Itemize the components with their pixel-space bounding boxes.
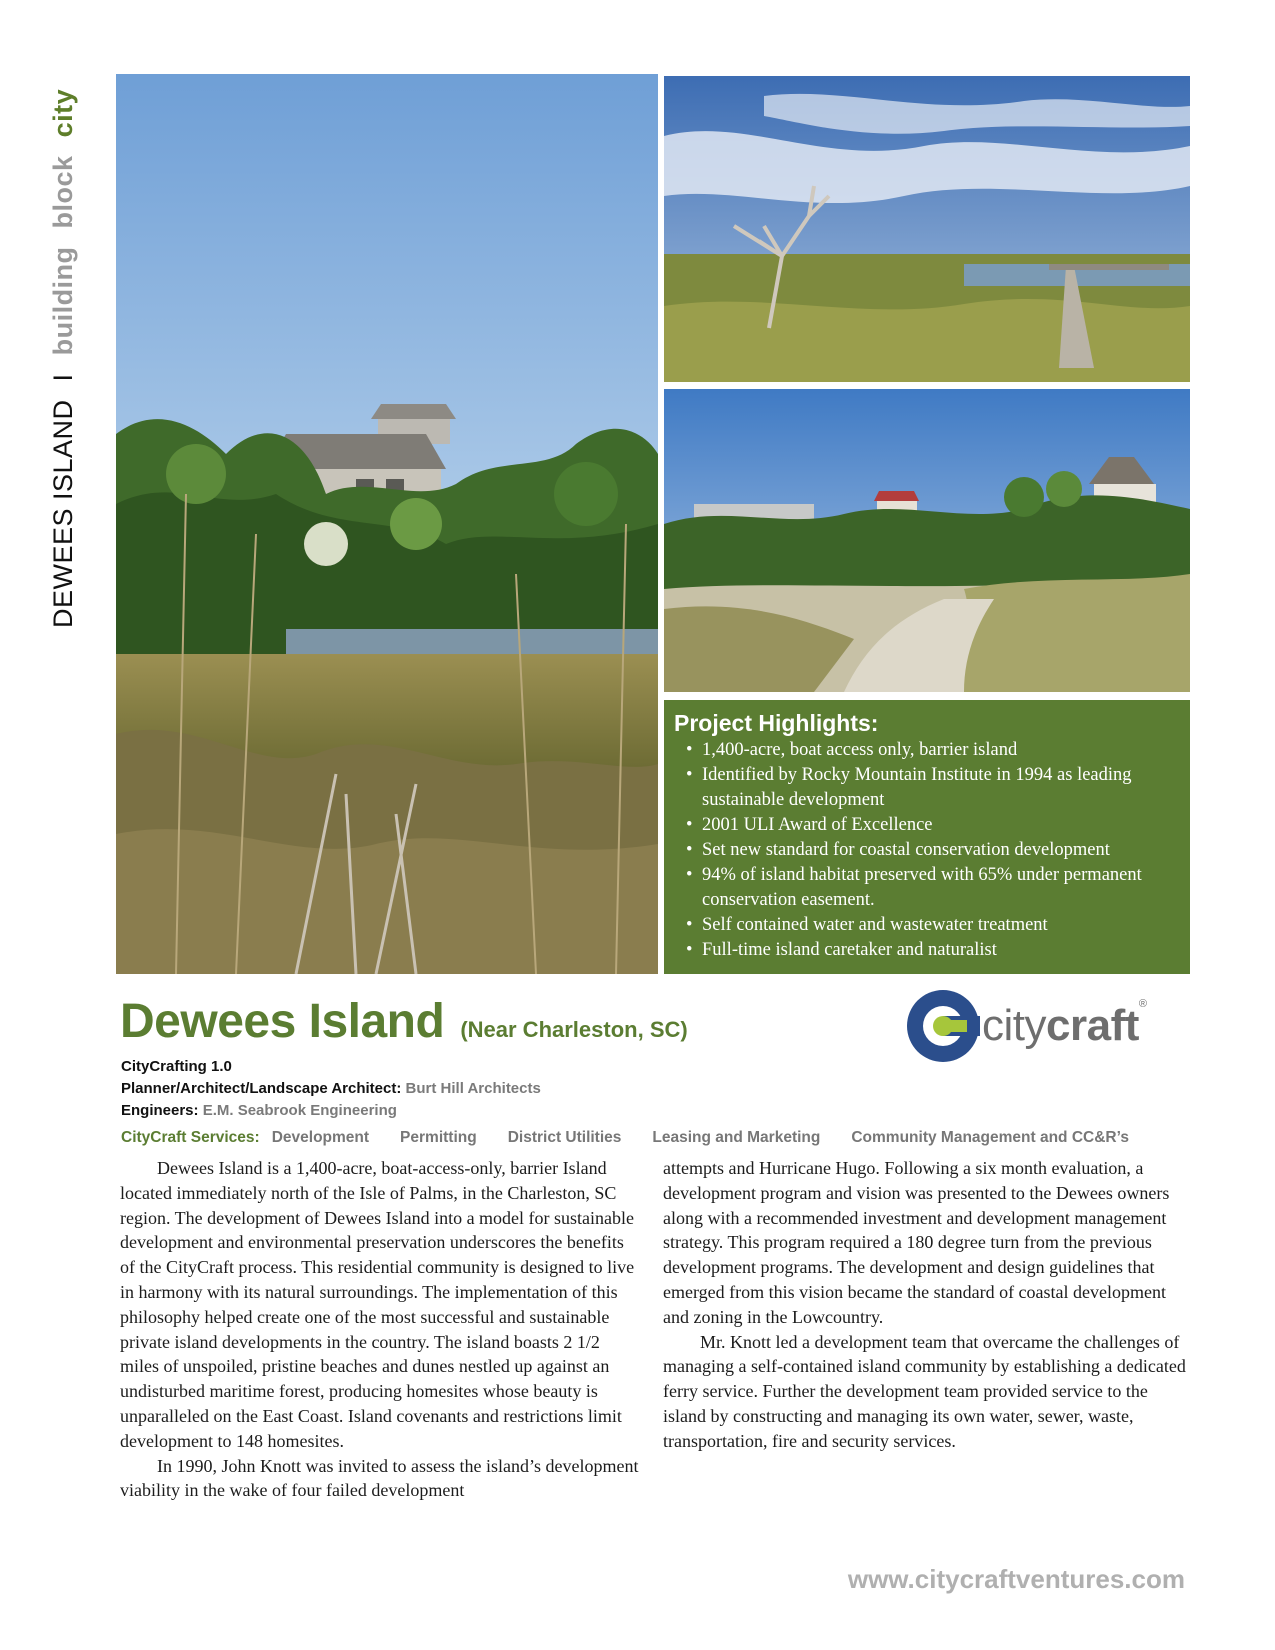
- logo-wordmark: [982, 1001, 1139, 1051]
- services-label: CityCraft Services:: [121, 1129, 260, 1146]
- nav-word-building: building: [48, 246, 78, 356]
- nav-separator: I: [48, 373, 78, 382]
- project-credits: [121, 1056, 541, 1122]
- project-title: Dewees Island: [120, 995, 445, 1048]
- service-item: Permitting: [400, 1129, 477, 1146]
- planner-label: Planner/Architect/Landscape Architect:: [121, 1080, 402, 1097]
- highlights-title: Project Highlights:: [674, 710, 879, 736]
- highlight-item: • Identified by Rocky Mountain Institute in 1994 as leading sustainable development: [686, 763, 1176, 813]
- body-paragraph: In 1990, John Knott was invited to assess the island’s development viability in the wake of four failed development: [120, 1455, 639, 1501]
- body-column-right: [663, 1156, 1193, 1454]
- body-paragraph: Dewees Island is a 1,400-acre, boat-access-only, barrier Island located immediately north of the Isle of Palms, in the Charleston, SC region. The development of Dewees Island into a model for sustainable development and environmental preservation underscores the benefits of the CityCraft process. This residential community is designed to live in harmony with its natural surroundings. The implementation of this philosophy helped create one of the most successful and sustainable private island developments in the country. The island boasts 2 1/2 miles of unspoiled, pristine beaches and dunes nestled up against an undisturbed maritime forest, producing homesites whose beauty is unparalleled on the East Coast. Island covenants and restrictions limit development to 148 homesites.: [120, 1158, 635, 1451]
- project-highlights-panel: [664, 700, 1190, 974]
- marsh-boardwalk-photo: [664, 76, 1190, 382]
- highlight-item: • Self contained water and wastewater treatment: [686, 913, 1176, 938]
- service-item: Development: [271, 1129, 370, 1146]
- engineers-value: E.M. Seabrook Engineering: [202, 1102, 397, 1119]
- project-location: (Near Charleston, SC): [460, 1017, 688, 1042]
- service-item: Community Management and CC&R’s: [851, 1129, 1129, 1146]
- section-nav-label: [48, 89, 79, 628]
- website-url[interactable]: www.citycraftventures.com: [847, 1564, 1185, 1594]
- service-item: Leasing and Marketing: [652, 1129, 821, 1146]
- body-column-left: [120, 1156, 640, 1503]
- citycraft-services-row: [121, 1129, 1196, 1147]
- logo-text-craft: craft: [1046, 1001, 1139, 1050]
- citycraft-logo-mark-icon: [906, 989, 980, 1063]
- body-paragraph: attempts and Hurricane Hugo. Following a six month evaluation, a development program and vision was presented to the Dewees owners along with a recommended investment and development management strategy. This program required a 180 degree turn from the previous development programs. The development and design guidelines that emerged from this vision became the standard of coastal development and zoning in the Lowcountry.: [663, 1158, 1170, 1327]
- highlight-item: • 94% of island habitat preserved with 65% under permanent conservation easement.: [686, 863, 1176, 913]
- nav-word-city: city: [48, 88, 78, 138]
- dewees-island-landscape-photo: [116, 74, 658, 974]
- credits-version: CityCrafting 1.0: [121, 1058, 232, 1075]
- registered-mark: ®: [1138, 998, 1147, 1010]
- project-title-row: [120, 994, 688, 1049]
- citycraft-logo: [906, 990, 1188, 1062]
- project-name-vertical: DEWEES ISLAND: [48, 399, 78, 628]
- highlight-item: • 1,400-acre, boat access only, barrier island: [686, 738, 1176, 763]
- sandy-path-homes-photo: [664, 389, 1190, 692]
- highlight-item: • Set new standard for coastal conservation development: [686, 838, 1176, 863]
- highlight-item: • 2001 ULI Award of Excellence: [686, 813, 1176, 838]
- body-paragraph: Mr. Knott led a development team that overcame the challenges of managing a self-contained island community by establishing a dedicated ferry service. Further the development team provided service to the island by constructing and managing its own water, sewer, waste, transportation, fire and security services.: [663, 1331, 1186, 1451]
- highlight-item: • Full-time island caretaker and naturalist: [686, 938, 1176, 963]
- nav-word-block: block: [48, 155, 78, 229]
- highlights-list: [674, 738, 1176, 963]
- planner-value: Burt Hill Architects: [405, 1080, 541, 1097]
- service-item: District Utilities: [507, 1129, 622, 1146]
- logo-text-city: city: [982, 1001, 1046, 1050]
- engineers-label: Engineers:: [121, 1102, 199, 1119]
